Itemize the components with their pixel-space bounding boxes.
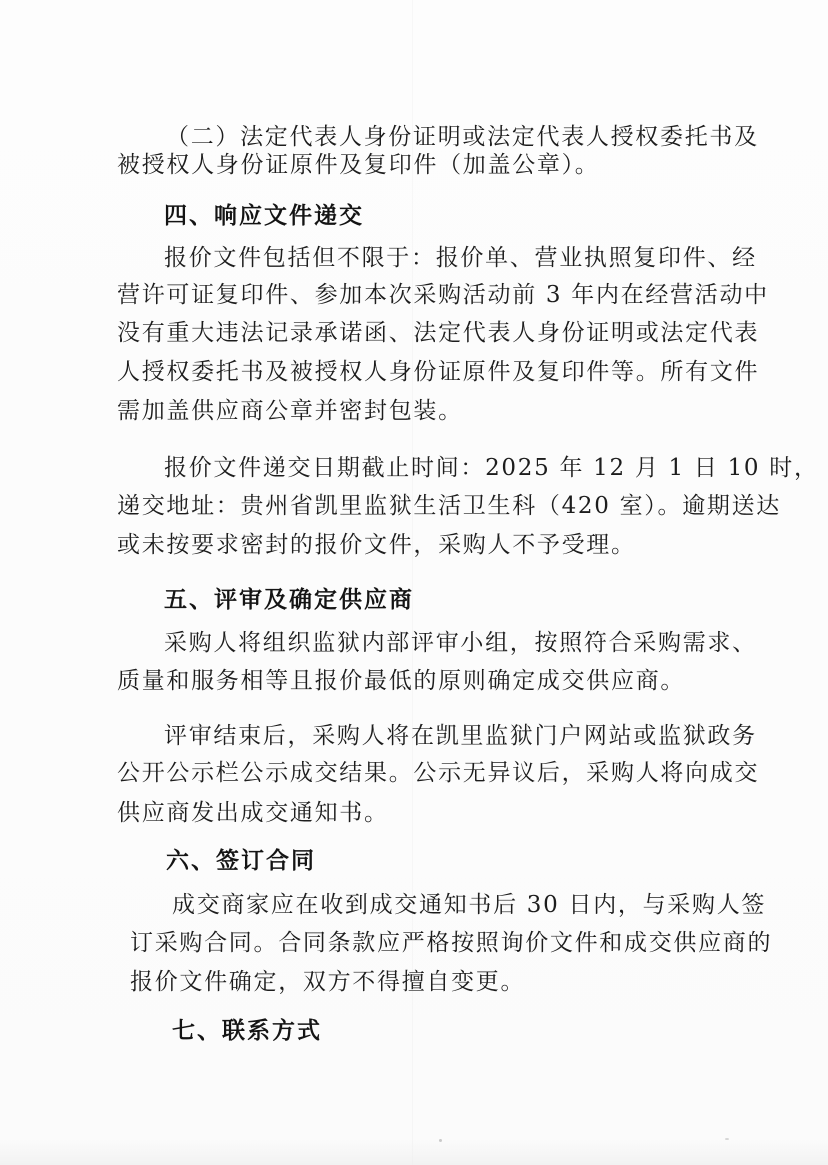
section-heading: 四、响应文件递交 — [164, 203, 364, 229]
paragraph-line: 没有重大违法记录承诺函、法定代表人身份证明或法定代表 — [117, 320, 760, 346]
paragraph-line: 人授权委托书及被授权人身份证原件及复印件等。所有文件 — [117, 359, 760, 385]
paragraph-line: 评审结束后，采购人将在凯里监狱门户网站或监狱政务 — [164, 723, 757, 749]
paragraph-line: 营许可证复印件、参加本次采购活动前 3 年内在经营活动中 — [117, 282, 769, 308]
paragraph-line: 报价文件确定，双方不得擅自变更。 — [130, 969, 526, 995]
scan-bottom-shade — [0, 1139, 828, 1165]
paragraph-line: 成交商家应在收到成交通知书后 30 日内，与采购人签 — [172, 892, 767, 918]
paragraph-line: 质量和服务相等且报价最低的原则确定成交供应商。 — [117, 668, 686, 694]
paragraph-line: 需加盖供应商公章并密封包装。 — [117, 398, 463, 424]
paragraph-line: 供应商发出成交通知书。 — [117, 800, 389, 826]
paragraph-line: （二）法定代表人身份证明或法定代表人授权委托书及 — [166, 124, 759, 150]
paragraph-line: 订采购合同。合同条款应严格按照询价文件和成交供应商的 — [130, 930, 773, 956]
paragraph-line: 报价文件包括但不限于：报价单、营业执照复印件、经 — [164, 245, 757, 271]
section-heading: 六、签订合同 — [166, 848, 316, 874]
section-heading: 七、联系方式 — [172, 1018, 322, 1044]
paragraph-line: 被授权人身份证原件及复印件（加盖公章）。 — [117, 152, 600, 178]
paragraph-line: 报价文件递交日期截止时间：2025 年 12 月 1 日 10 时， — [164, 455, 819, 481]
paragraph-line: 或未按要求密封的报价文件，采购人不予受理。 — [117, 532, 636, 558]
paragraph-line: 采购人将组织监狱内部评审小组，按照符合采购需求、 — [164, 630, 757, 656]
section-heading: 五、评审及确定供应商 — [164, 587, 414, 613]
paragraph-line: 递交地址：贵州省凯里监狱生活卫生科（420 室）。逾期送达 — [117, 493, 782, 519]
paragraph-line: 公开公示栏公示成交结果。公示无异议后，采购人将向成交 — [117, 760, 760, 786]
